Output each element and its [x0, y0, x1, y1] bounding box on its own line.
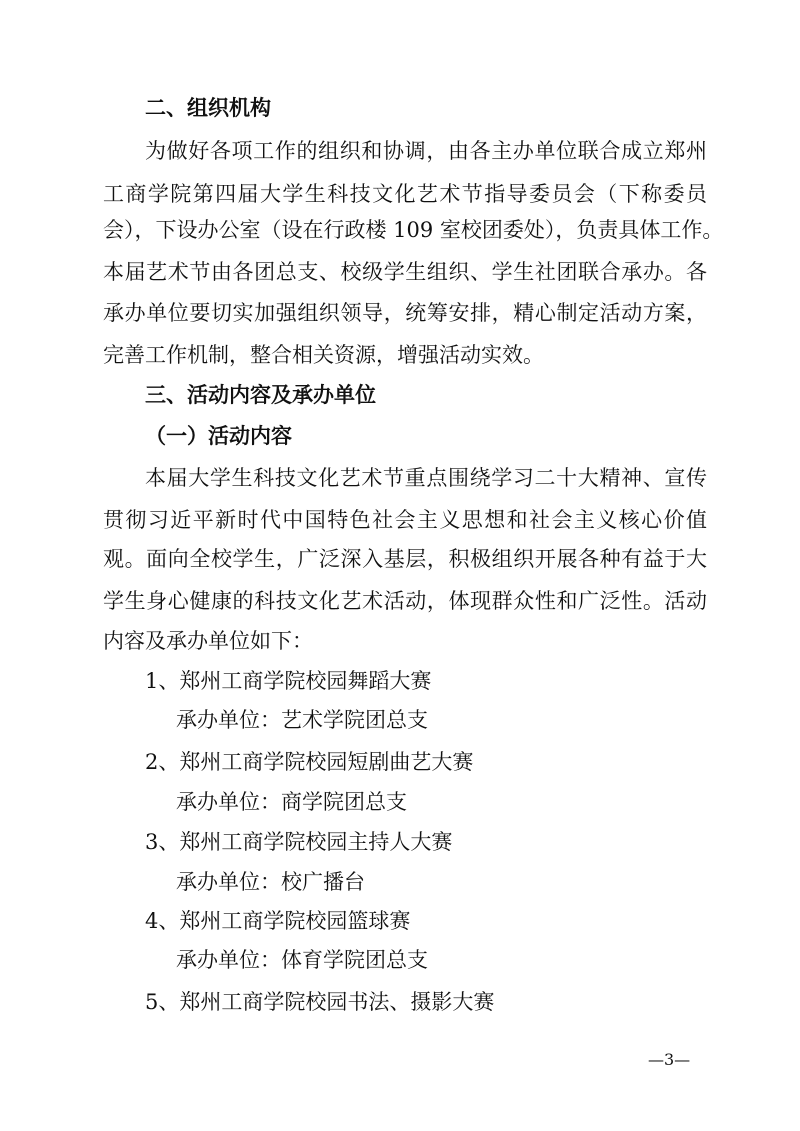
list-item-title: 3、郑州工商学院校园主持人大赛	[145, 830, 453, 854]
page-number: —3—	[648, 1050, 691, 1069]
paragraph-line: 观。面向全校学生，广泛深入基层，积极组织开展各种有益于大	[103, 547, 707, 571]
list-item-title: 2、郑州工商学院校园短剧曲艺大赛	[145, 750, 474, 774]
subsection-heading: （一）活动内容	[145, 423, 292, 448]
paragraph-line: 承办单位要切实加强组织领导，统筹安排，精心制定活动方案，	[103, 301, 707, 325]
paragraph-line: 为做好各项工作的组织和协调，由各主办单位联合成立郑州	[145, 139, 707, 163]
paragraph-line: 会），下设办公室（设在行政楼 109 室校团委处），负责具体工作。	[103, 218, 724, 242]
list-item-title: 1、郑州工商学院校园舞蹈大赛	[145, 669, 432, 693]
paragraph-line: 完善工作机制，整合相关资源，增强活动实效。	[103, 343, 544, 367]
paragraph-line: 本届大学生科技文化艺术节重点围绕学习二十大精神、宣传	[145, 466, 707, 490]
list-item-title: 4、郑州工商学院校园篮球赛	[145, 909, 411, 933]
paragraph-line: 贯彻习近平新时代中国特色社会主义思想和社会主义核心价值	[103, 508, 707, 532]
paragraph-line: 学生身心健康的科技文化艺术活动，体现群众性和广泛性。活动	[103, 589, 707, 613]
paragraph-line: 内容及承办单位如下：	[103, 629, 313, 653]
section-heading-activities: 三、活动内容及承办单位	[145, 383, 376, 407]
list-item-unit: 承办单位：校广播台	[176, 870, 365, 894]
list-item-unit: 承办单位：体育学院团总支	[176, 948, 428, 972]
paragraph-line: 本届艺术节由各团总支、校级学生组织、学生社团联合承办。各	[103, 260, 707, 284]
list-item-unit: 承办单位：商学院团总支	[176, 790, 407, 814]
section-heading-organization: 二、组织机构	[145, 96, 271, 120]
list-item-title: 5、郑州工商学院校园书法、摄影大赛	[145, 990, 495, 1014]
paragraph-line: 工商学院第四届大学生科技文化艺术节指导委员会（下称委员	[103, 182, 707, 206]
list-item-unit: 承办单位：艺术学院团总支	[176, 708, 428, 732]
